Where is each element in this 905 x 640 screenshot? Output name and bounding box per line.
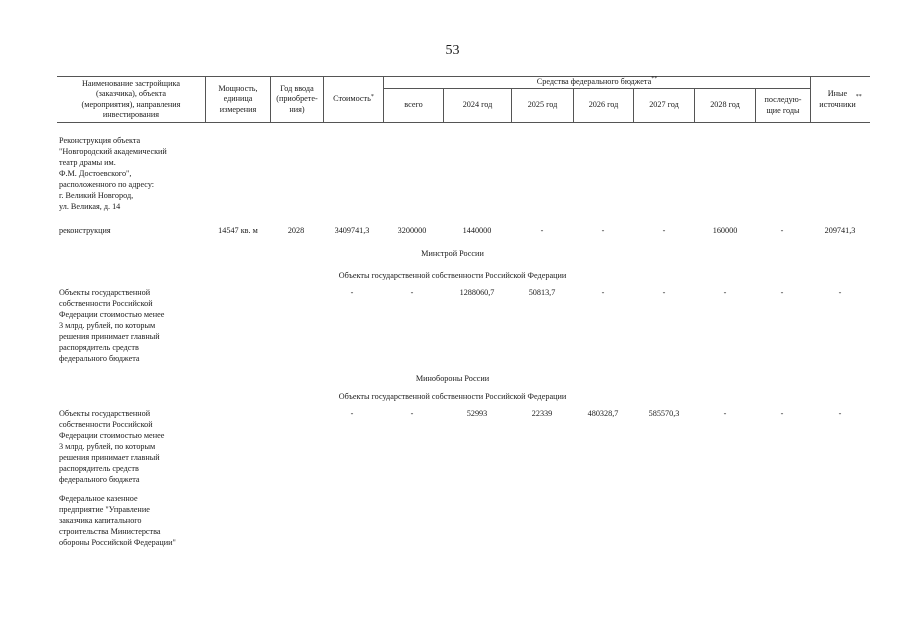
- s2-cell-2025: 22339: [531, 409, 553, 418]
- header-bottom-line: [57, 122, 870, 123]
- row-label: реконструкция: [59, 226, 111, 235]
- header-later-years: последую- щие годы: [764, 95, 802, 115]
- cell-capacity: 14547 кв. м: [218, 226, 258, 235]
- s1-cell-other: -: [838, 288, 842, 297]
- section2-ministry: Минобороны России: [415, 374, 490, 383]
- header-2027: 2027 год: [649, 100, 679, 110]
- cell-cost: 3409741,3: [334, 226, 370, 235]
- s2-cell-2024: 52993: [466, 409, 488, 418]
- cell-2024: 1440000: [462, 226, 492, 235]
- s1-cell-total: -: [410, 288, 414, 297]
- s1-cell-cost: -: [350, 288, 354, 297]
- s2-cell-total: -: [410, 409, 414, 418]
- header-year: Год ввода (приобрете- ния): [276, 84, 318, 114]
- page-number: 53: [445, 43, 460, 58]
- object-title: Реконструкция объекта "Новгородский академический театр драмы им. Ф.М. Достоевского", расположенного по адресу: г. Великий Новгород, ул. Великая, д. 14: [59, 136, 167, 212]
- header-2026: 2026 год: [588, 100, 619, 110]
- s2-cell-other: -: [838, 409, 842, 418]
- header-federal-group: [384, 76, 810, 88]
- header-federal-label: Средства федерального бюджета: [536, 76, 652, 86]
- header-other-mark: **: [855, 93, 862, 100]
- cell-year: 2028: [287, 226, 305, 235]
- header-cost-label: Стоимость: [333, 94, 371, 104]
- s1-cell-2027: -: [662, 288, 666, 297]
- s1-cell-2028: -: [723, 288, 727, 297]
- section3-label: Федеральное казенное предприятие "Управление заказчика капитального строительства Министерства обороны Российской Федерации": [59, 494, 176, 548]
- s2-cell-2026: 480328,7: [587, 409, 619, 418]
- header-other-sources: [811, 77, 870, 122]
- header-cost-mark: *: [370, 93, 374, 100]
- header-2028: 2028 год: [710, 100, 740, 110]
- s2-cell-cost: -: [350, 409, 354, 418]
- s1-cell-2026: -: [601, 288, 605, 297]
- s1-cell-later: -: [780, 288, 784, 297]
- section2-label: Объекты государственной собственности Российской Федерации стоимостью менее 3 млрд. рублей, по которым решения принимает главный распорядитель средств федерального бюджета: [59, 409, 165, 485]
- cell-total: 3200000: [397, 226, 427, 235]
- header-2025: 2025 год: [527, 100, 558, 110]
- header-name: Наименование застройщика (заказчика), объекта (мероприятия), направления инвестирования: [81, 79, 181, 119]
- header-capacity: Мощность, единица измерения: [218, 84, 258, 114]
- section1-subtitle: Объекты государственной собственности Российской Федерации: [338, 271, 567, 280]
- cell-2027: -: [662, 226, 666, 235]
- cell-2028: 160000: [712, 226, 738, 235]
- header-federal-mark: **: [651, 76, 658, 83]
- s2-cell-later: -: [780, 409, 784, 418]
- section1-ministry: Минстрой России: [421, 249, 484, 258]
- s2-cell-2028: -: [723, 409, 727, 418]
- s2-cell-2027: 585570,3: [648, 409, 680, 418]
- s1-cell-2025: 50813,7: [528, 288, 556, 297]
- cell-later: -: [780, 226, 784, 235]
- s1-cell-2024: 1288060,7: [459, 288, 495, 297]
- cell-2025: -: [540, 226, 544, 235]
- cell-other: 209741,3: [824, 226, 856, 235]
- cell-2026: -: [601, 226, 605, 235]
- header-cost: [324, 77, 383, 122]
- section1-label: Объекты государственной собственности Российской Федерации стоимостью менее 3 млрд. рублей, по которым решения принимает главный распорядитель средств федерального бюджета: [59, 288, 165, 364]
- header-other-label: Иные источники: [819, 89, 856, 109]
- section2-subtitle: Объекты государственной собственности Российской Федерации: [338, 392, 567, 401]
- header-2024: 2024 год: [462, 100, 493, 110]
- header-total: всего: [404, 100, 423, 110]
